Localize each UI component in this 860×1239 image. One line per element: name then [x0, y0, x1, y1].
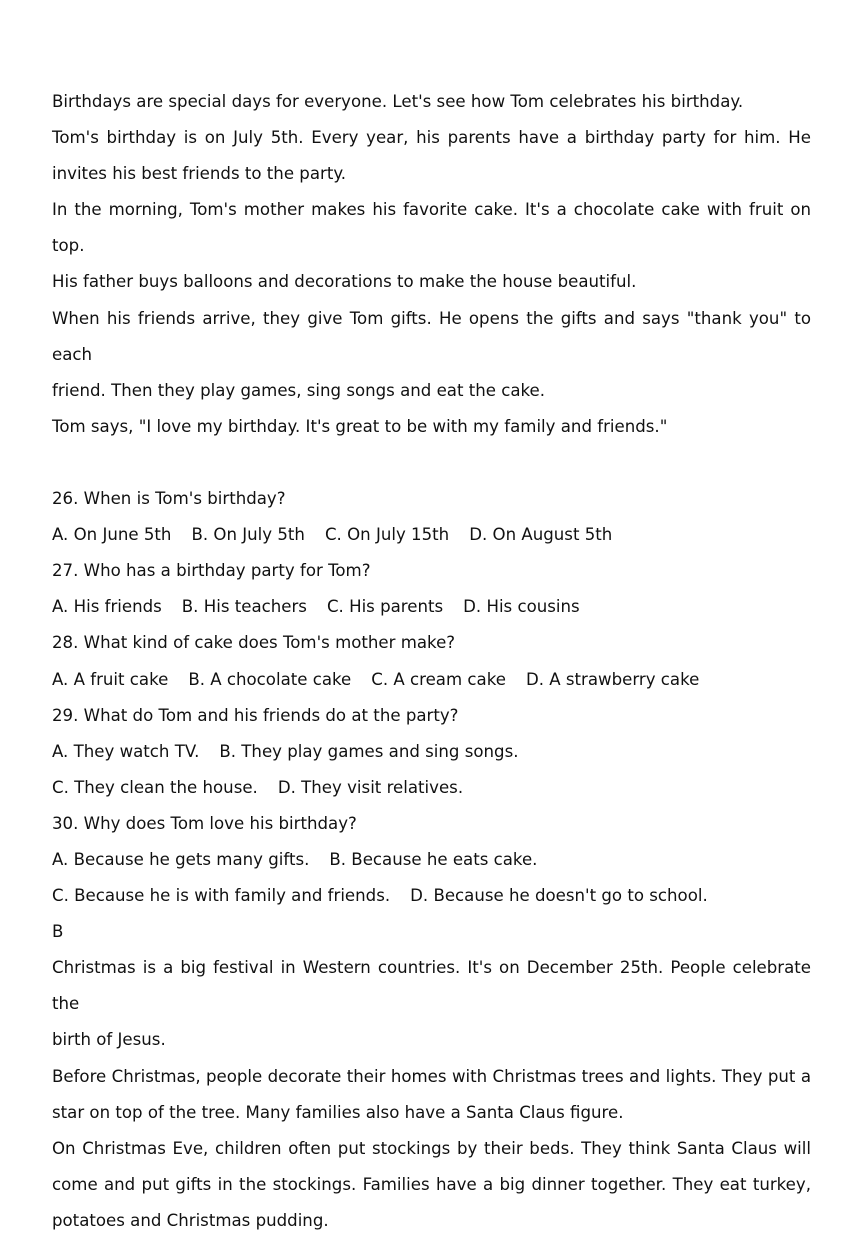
- passage-a-p3-line2: His father buys balloons and decorations to make the house beautiful.: [52, 272, 637, 292]
- option-b: B. They play games and sing songs.: [219, 741, 519, 761]
- questions: [52, 481, 811, 914]
- question-28: [52, 625, 811, 697]
- option-d: D. His cousins: [463, 597, 580, 617]
- question-text: 28. What kind of cake does Tom's mother make?: [52, 633, 456, 653]
- passage-a-p4-line2: friend. Then they play games, sing songs and eat the cake.: [52, 380, 546, 400]
- passage-b-p1-line1: Christmas is a big festival in Western countries. It's on December 25th. People celebrate the: [52, 958, 811, 1014]
- question-26: [52, 481, 811, 553]
- passage-a-p3-line1: In the morning, Tom's mother makes his favorite cake. It's a chocolate cake with fruit on top.: [52, 200, 811, 256]
- options-line: [52, 662, 811, 698]
- passage-b-p3-line2: come and put gifts in the stockings. Families have a big dinner together. They eat turkey,: [52, 1174, 811, 1194]
- question-text: 30. Why does Tom love his birthday?: [52, 813, 357, 833]
- passage-a-p1: Birthdays are special days for everyone. Let's see how Tom celebrates his birthday.: [52, 92, 744, 111]
- option-a: A. His friends: [52, 597, 162, 617]
- option-a: A. A fruit cake: [52, 669, 169, 689]
- option-d: D. A strawberry cake: [525, 669, 700, 689]
- passage-a-p4-line1: When his friends arrive, they give Tom gifts. He opens the gifts and says "thank you" to each: [52, 308, 811, 364]
- option-b: B. A chocolate cake: [188, 669, 352, 689]
- passage-b-p2-line1: Before Christmas, people decorate their homes with Christmas trees and lights. They put a: [52, 1066, 811, 1086]
- option-c: C. His parents: [326, 597, 444, 617]
- options-line: [52, 842, 811, 878]
- option-c: C. On July 15th: [324, 525, 450, 545]
- blank-line: [52, 445, 811, 481]
- option-b: B. On July 5th: [191, 525, 305, 545]
- passage-a-p5: Tom says, "I love my birthday. It's great to be with my family and friends.": [52, 416, 668, 436]
- option-d: D. On August 5th: [469, 525, 613, 545]
- question-text: 26. When is Tom's birthday?: [52, 489, 286, 509]
- options-line: [52, 734, 811, 770]
- option-c: C. Because he is with family and friends.: [52, 886, 391, 906]
- passage-b-p3-line3: potatoes and Christmas pudding.: [52, 1210, 329, 1230]
- options-line: [52, 589, 811, 625]
- question-text: 27. Who has a birthday party for Tom?: [52, 561, 371, 581]
- options-line: [52, 878, 811, 914]
- options-line: [52, 770, 811, 806]
- option-b: B. His teachers: [181, 597, 307, 617]
- question-27: [52, 553, 811, 625]
- option-a: A. On June 5th: [52, 525, 172, 545]
- option-c: C. They clean the house.: [52, 777, 258, 797]
- option-b: B. Because he eats cake.: [329, 849, 538, 869]
- question-29: [52, 698, 811, 806]
- options-line: [52, 517, 811, 553]
- question-30: [52, 806, 811, 914]
- passage-b-p3-line1: On Christmas Eve, children often put stockings by their beds. They think Santa Claus will: [52, 1138, 811, 1158]
- passage-a-p2-line2: invites his best friends to the party.: [52, 164, 347, 184]
- section-b-label: B: [52, 922, 64, 942]
- option-a: A. Because he gets many gifts.: [52, 849, 310, 869]
- document-page: [52, 84, 811, 1239]
- option-a: A. They watch TV.: [52, 741, 200, 761]
- option-d: D. Because he doesn't go to school.: [410, 886, 708, 906]
- passage-a-p2-line1: Tom's birthday is on July 5th. Every year, his parents have a birthday party for him. He: [52, 128, 811, 148]
- passage-b-p1-line2: birth of Jesus.: [52, 1030, 166, 1050]
- option-c: C. A cream cake: [371, 669, 506, 689]
- passage-b-p2-line2: star on top of the tree. Many families also have a Santa Claus figure.: [52, 1102, 624, 1122]
- option-d: D. They visit relatives.: [277, 777, 464, 797]
- question-text: 29. What do Tom and his friends do at the party?: [52, 705, 459, 725]
